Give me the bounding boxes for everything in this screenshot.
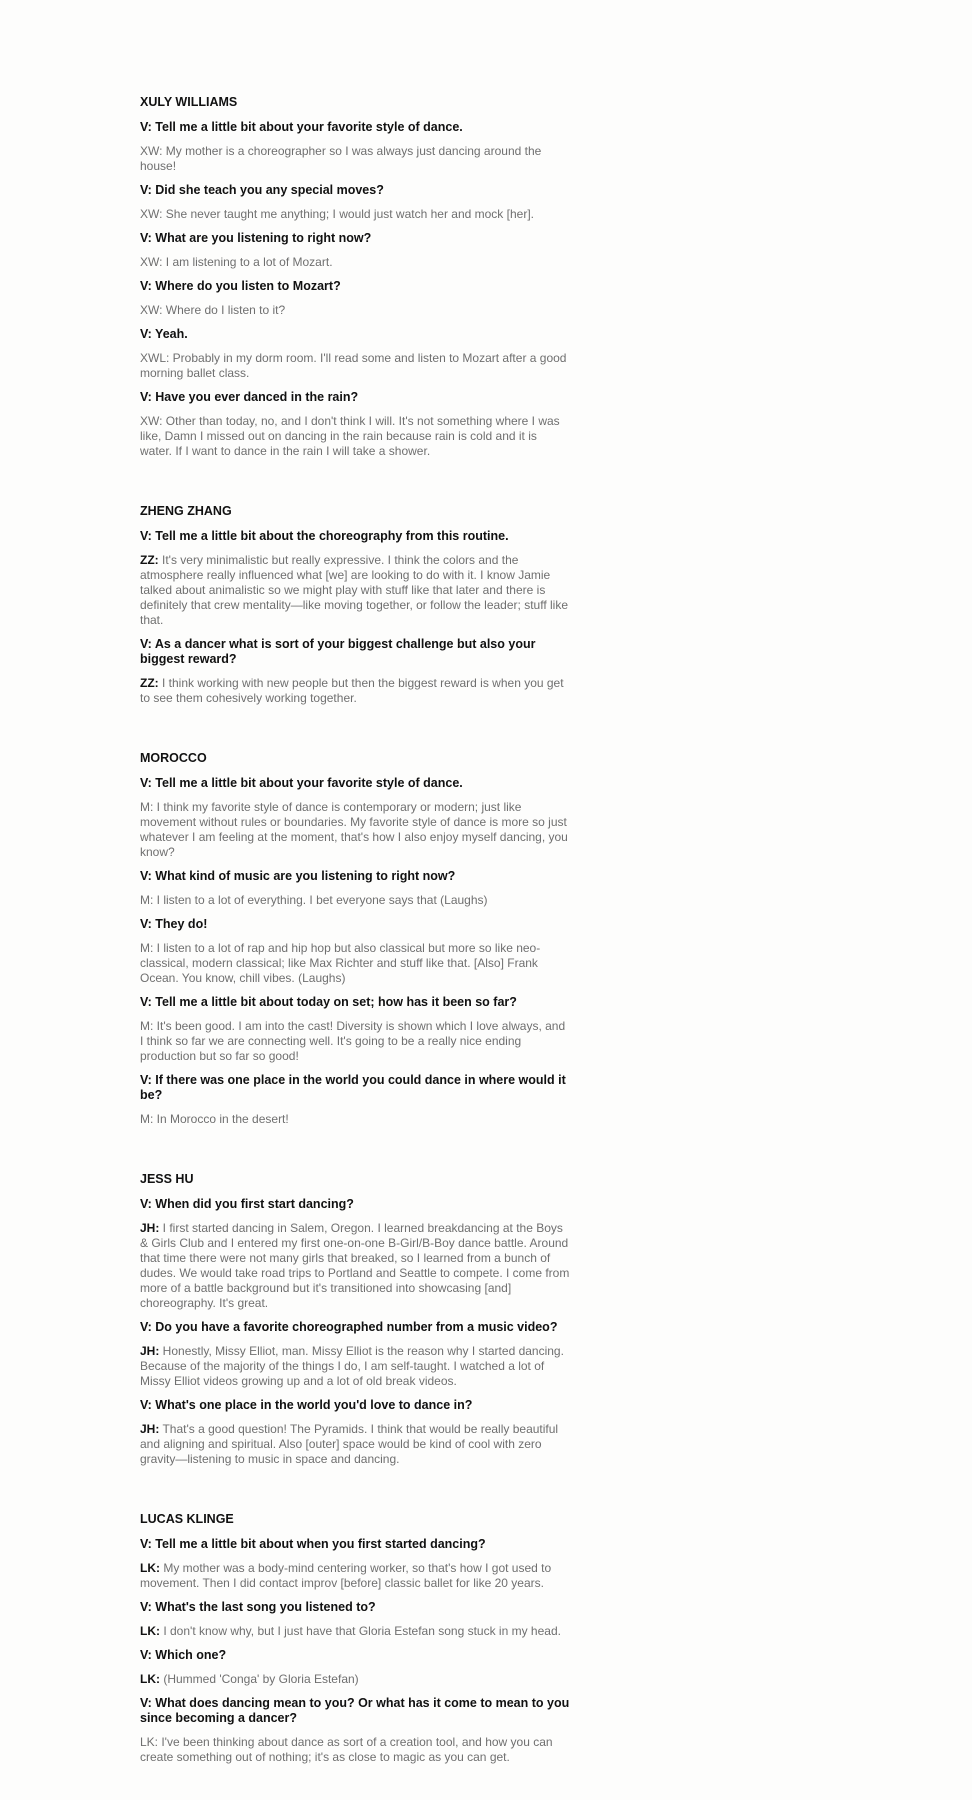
answer-text: M: I listen to a lot of rap and hip hop but also classical but more so like neo-classical, modern classical; like Max Richter and stuff like that. [Also] Frank Ocean. You know, chill vibes. (Laughs) [140, 941, 541, 985]
answer-text: I think working with new people but then the biggest reward is when you get to see them cohesively working together. [140, 676, 564, 705]
interview-answer [140, 207, 570, 222]
speaker-label: JH: [140, 1344, 160, 1358]
interview-question: V: Tell me a little bit about your favorite style of dance. [140, 120, 463, 134]
interview-answer [140, 1112, 570, 1127]
interview-answer [140, 1422, 570, 1467]
interview-answer [140, 893, 570, 908]
interview-section [140, 503, 570, 706]
interview-question: V: What's one place in the world you'd love to dance in? [140, 1398, 473, 1412]
interview-answer [140, 1221, 570, 1311]
interview-answer [140, 1344, 570, 1389]
interviewee-name: MOROCCO [140, 751, 207, 765]
answer-text: I first started dancing in Salem, Oregon. I learned breakdancing at the Boys & Girls Club and I entered my first one-on-one B-Girl/B-Boy dance battle. Around that time there were not many girls that breaked, so I learned from a bunch of dudes. We would take road trips to Portland and Seattle to compete. I come from more of a battle background but it's transitioned into showcasing [and] choreography. It's great. [140, 1221, 570, 1310]
interview-answer [140, 1735, 570, 1765]
interview-question: V: If there was one place in the world you could dance in where would it be? [140, 1073, 566, 1102]
interview-answer [140, 144, 570, 174]
answer-text: XW: My mother is a choreographer so I was always just dancing around the house! [140, 144, 542, 173]
speaker-label: LK: [140, 1672, 160, 1686]
interview-question: V: What kind of music are you listening to right now? [140, 869, 456, 883]
answer-text: I don't know why, but I just have that Gloria Estefan song stuck in my head. [160, 1624, 561, 1638]
interview-answer [140, 941, 570, 986]
answer-text: M: I listen to a lot of everything. I bet everyone says that (Laughs) [140, 893, 488, 907]
interview-answer [140, 676, 570, 706]
answer-text: Honestly, Missy Elliot, man. Missy Elliot is the reason why I started dancing. Because of the majority of the things I do, I am self-taught. I watched a lot of Missy Elliot videos growing up and a lot of old break videos. [140, 1344, 564, 1388]
interview-question: V: Do you have a favorite choreographed number from a music video? [140, 1320, 558, 1334]
interview-question: V: Where do you listen to Mozart? [140, 279, 341, 293]
interview-question: V: As a dancer what is sort of your biggest challenge but also your biggest reward? [140, 637, 536, 666]
interviewee-name: XULY WILLIAMS [140, 95, 238, 109]
interview-question: V: Tell me a little bit about today on set; how has it been so far? [140, 995, 517, 1009]
interview-section [140, 94, 570, 459]
answer-text: LK: I've been thinking about dance as sort of a creation tool, and how you can create something out of nothing; it's as close to magic as you can get. [140, 1735, 553, 1764]
answer-text: XW: Where do I listen to it? [140, 303, 286, 317]
interview-answer [140, 800, 570, 860]
speaker-label: ZZ: [140, 676, 159, 690]
interview-question: V: What's the last song you listened to? [140, 1600, 376, 1614]
answer-text: XW: She never taught me anything; I would just watch her and mock [her]. [140, 207, 534, 221]
interview-question: V: When did you first start dancing? [140, 1197, 354, 1211]
answer-text: XWL: Probably in my dorm room. I'll read some and listen to Mozart after a good morning ballet class. [140, 351, 567, 380]
answer-text: XW: I am listening to a lot of Mozart. [140, 255, 333, 269]
interview-answer [140, 351, 570, 381]
answer-text: It's very minimalistic but really expressive. I think the colors and the atmosphere really influenced what [we] are looking to do with it. I know Jamie talked about animalistic so we might play with stuff like that later and there is definitely that crew mentality—like moving together, or follow the leader; stuff like that. [140, 553, 568, 627]
interview-section [140, 750, 570, 1127]
answer-text: That's a good question! The Pyramids. I think that would be really beautiful and aligning and spiritual. Also [outer] space would be kind of cool with zero gravity—listening to music in space and dancing. [140, 1422, 559, 1466]
answer-text: XW: Other than today, no, and I don't think I will. It's not something where I was like, Damn I missed out on dancing in the rain because rain is cold and it is water. If I want to dance in the rain I will take a shower. [140, 414, 560, 458]
interviewee-name: ZHENG ZHANG [140, 504, 232, 518]
answer-text: M: It's been good. I am into the cast! Diversity is shown which I love always, and I think so far we are connecting well. It's going to be a really nice ending production but so far so good! [140, 1019, 566, 1063]
interviewee-name: JESS HU [140, 1172, 194, 1186]
interview-question: V: Tell me a little bit about the choreography from this routine. [140, 529, 509, 543]
interview-answer [140, 303, 570, 318]
interview-answer [140, 1672, 570, 1687]
interview-answer [140, 553, 570, 628]
interview-question: V: Did she teach you any special moves? [140, 183, 384, 197]
interview-question: V: They do! [140, 917, 208, 931]
interview-question: V: Yeah. [140, 327, 188, 341]
interview-question: V: Have you ever danced in the rain? [140, 390, 359, 404]
interview-question: V: What are you listening to right now? [140, 231, 372, 245]
interview-answer [140, 1561, 570, 1591]
speaker-label: LK: [140, 1624, 160, 1638]
speaker-label: JH: [140, 1221, 160, 1235]
interview-section [140, 1171, 570, 1467]
interview-section [140, 1511, 570, 1765]
interview-answer [140, 1624, 570, 1639]
speaker-label: ZZ: [140, 553, 159, 567]
speaker-label: LK: [140, 1561, 160, 1575]
interview-question: V: Tell me a little bit about your favorite style of dance. [140, 776, 463, 790]
interview-question: V: What does dancing mean to you? Or what has it come to mean to you since becoming a dancer? [140, 1696, 570, 1725]
interviewee-name: LUCAS KLINGE [140, 1512, 234, 1526]
interview-answer [140, 1019, 570, 1064]
interview-question: V: Tell me a little bit about when you first started dancing? [140, 1537, 486, 1551]
answer-text: M: I think my favorite style of dance is contemporary or modern; just like movement without rules or boundaries. My favorite style of dance is more so just whatever I am feeling at the moment, that's how I also enjoy myself dancing, you know? [140, 800, 568, 859]
answer-text: M: In Morocco in the desert! [140, 1112, 289, 1126]
interview-question: V: Which one? [140, 1648, 227, 1662]
interview-answer [140, 414, 570, 459]
interview-article [140, 94, 570, 1774]
answer-text: (Hummed 'Conga' by Gloria Estefan) [160, 1672, 359, 1686]
answer-text: My mother was a body-mind centering worker, so that's how I got used to movement. Then I did contact improv [before] classic ballet for like 20 years. [140, 1561, 552, 1590]
speaker-label: JH: [140, 1422, 160, 1436]
interview-answer [140, 255, 570, 270]
